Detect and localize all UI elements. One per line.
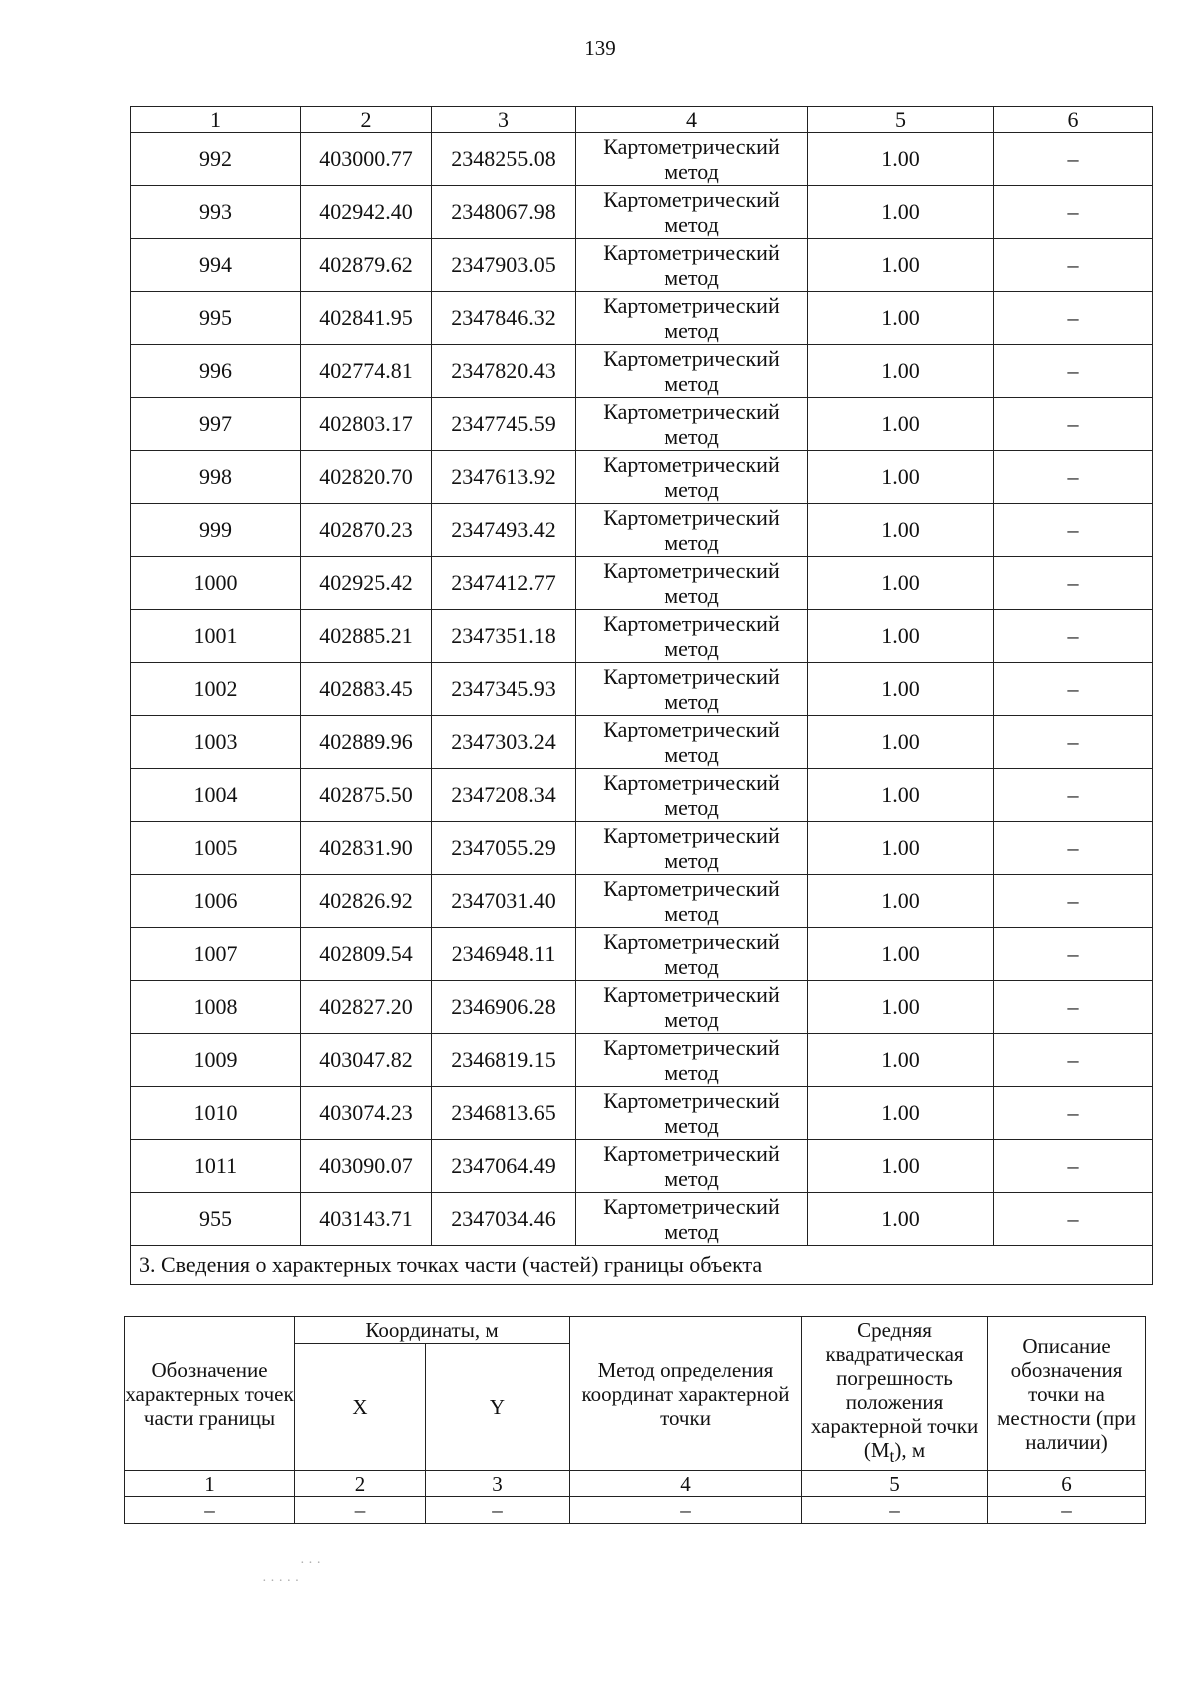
y-coordinate-cell: 2347208.34 <box>432 769 576 822</box>
error-cell: 1.00 <box>808 451 994 504</box>
error-header-subscript: t <box>889 1446 895 1467</box>
error-header <box>802 1317 988 1471</box>
x-coordinate-cell: 402841.95 <box>301 292 432 345</box>
error-cell: 1.00 <box>808 769 994 822</box>
method-cell: Картометрический метод <box>576 1193 808 1246</box>
y-coordinate-cell: 2347351.18 <box>432 610 576 663</box>
x-coordinate-cell: 402809.54 <box>301 928 432 981</box>
x-coordinate-cell: 403047.82 <box>301 1034 432 1087</box>
x-coordinate-cell: 402831.90 <box>301 822 432 875</box>
table-row <box>131 928 1153 981</box>
table-row <box>131 186 1153 239</box>
description-cell: – <box>994 133 1153 186</box>
table-row <box>131 875 1153 928</box>
x-coordinate-cell: 402875.50 <box>301 769 432 822</box>
method-cell: Картометрический метод <box>576 239 808 292</box>
error-cell: 1.00 <box>808 663 994 716</box>
x-coordinate-cell: 402826.92 <box>301 875 432 928</box>
x-coordinate-cell: 402925.42 <box>301 557 432 610</box>
description-cell: – <box>994 504 1153 557</box>
description-cell: – <box>994 398 1153 451</box>
column-number: 3 <box>432 107 576 133</box>
method-cell: Картометрический метод <box>576 822 808 875</box>
description-cell: – <box>994 981 1153 1034</box>
y-coordinate-cell: 2347903.05 <box>432 239 576 292</box>
method-cell: Картометрический метод <box>576 292 808 345</box>
page-number: 139 <box>584 36 616 60</box>
table-row <box>131 292 1153 345</box>
table-row <box>131 239 1153 292</box>
error-cell: 1.00 <box>808 610 994 663</box>
empty-cell: – <box>570 1497 802 1524</box>
coordinates-header: Координаты, м <box>295 1317 570 1344</box>
error-cell: 1.00 <box>808 716 994 769</box>
x-coordinate-cell: 403090.07 <box>301 1140 432 1193</box>
method-cell: Картометрический метод <box>576 133 808 186</box>
y-coordinate-cell: 2346906.28 <box>432 981 576 1034</box>
error-cell: 1.00 <box>808 875 994 928</box>
column-number: 4 <box>570 1471 802 1497</box>
x-coordinate-cell: 403074.23 <box>301 1087 432 1140</box>
x-coordinate-cell: 402879.62 <box>301 239 432 292</box>
y-coordinate-cell: 2347846.32 <box>432 292 576 345</box>
description-cell: – <box>994 239 1153 292</box>
point-number-cell: 995 <box>131 292 301 345</box>
x-coordinate-cell: 402889.96 <box>301 716 432 769</box>
empty-cell: – <box>988 1497 1146 1524</box>
column-number: 2 <box>301 107 432 133</box>
y-coordinate-cell: 2347412.77 <box>432 557 576 610</box>
method-cell: Картометрический метод <box>576 928 808 981</box>
column-number: 1 <box>125 1471 295 1497</box>
x-coordinate-cell: 402820.70 <box>301 451 432 504</box>
point-number-cell: 1004 <box>131 769 301 822</box>
point-number-cell: 1007 <box>131 928 301 981</box>
description-cell: – <box>994 663 1153 716</box>
point-number-cell: 1006 <box>131 875 301 928</box>
point-number-cell: 1005 <box>131 822 301 875</box>
y-coordinate-cell: 2347820.43 <box>432 345 576 398</box>
x-coordinate-cell: 402883.45 <box>301 663 432 716</box>
part-boundary-table <box>124 1316 1146 1524</box>
method-cell: Картометрический метод <box>576 610 808 663</box>
point-number-cell: 992 <box>131 133 301 186</box>
error-header-unit: ), м <box>894 1438 926 1463</box>
y-coordinate-cell: 2346948.11 <box>432 928 576 981</box>
point-number-cell: 1002 <box>131 663 301 716</box>
column-number: 6 <box>994 107 1153 133</box>
empty-data-row <box>125 1497 1146 1524</box>
error-cell: 1.00 <box>808 822 994 875</box>
x-coordinate-cell: 402885.21 <box>301 610 432 663</box>
method-cell: Картометрический метод <box>576 716 808 769</box>
column-number: 1 <box>131 107 301 133</box>
method-cell: Картометрический метод <box>576 1087 808 1140</box>
point-number-cell: 996 <box>131 345 301 398</box>
point-number-cell: 1000 <box>131 557 301 610</box>
description-cell: – <box>994 822 1153 875</box>
section-title-row <box>131 1246 1153 1285</box>
method-header: Метод определения координат характерной точки <box>570 1317 802 1471</box>
description-cell: – <box>994 557 1153 610</box>
y-coordinate-cell: 2346819.15 <box>432 1034 576 1087</box>
error-cell: 1.00 <box>808 345 994 398</box>
table-row <box>131 133 1153 186</box>
point-number-cell: 1003 <box>131 716 301 769</box>
point-number-cell: 999 <box>131 504 301 557</box>
error-cell: 1.00 <box>808 557 994 610</box>
point-number-cell: 998 <box>131 451 301 504</box>
y-coordinate-cell: 2347055.29 <box>432 822 576 875</box>
point-number-cell: 1001 <box>131 610 301 663</box>
table-row <box>131 663 1153 716</box>
section-title: 3. Сведения о характерных точках части (частей) границы объекта <box>131 1246 1153 1285</box>
table-row <box>131 1193 1153 1246</box>
point-number-cell: 1008 <box>131 981 301 1034</box>
table-row <box>131 716 1153 769</box>
method-cell: Картометрический метод <box>576 504 808 557</box>
method-cell: Картометрический метод <box>576 769 808 822</box>
table-row <box>131 1140 1153 1193</box>
method-cell: Картометрический метод <box>576 345 808 398</box>
method-cell: Картометрический метод <box>576 981 808 1034</box>
x-coordinate-cell: 402774.81 <box>301 345 432 398</box>
header-row-top <box>125 1317 1146 1344</box>
y-coordinate-cell: 2347031.40 <box>432 875 576 928</box>
y-coordinate-cell: 2347613.92 <box>432 451 576 504</box>
description-cell: – <box>994 928 1153 981</box>
y-coordinate-cell: 2347303.24 <box>432 716 576 769</box>
y-coordinate-cell: 2348067.98 <box>432 186 576 239</box>
column-number: 5 <box>802 1471 988 1497</box>
error-cell: 1.00 <box>808 239 994 292</box>
method-cell: Картометрический метод <box>576 186 808 239</box>
error-cell: 1.00 <box>808 133 994 186</box>
point-number-cell: 1009 <box>131 1034 301 1087</box>
error-cell: 1.00 <box>808 1034 994 1087</box>
description-cell: – <box>994 1140 1153 1193</box>
column-number-row <box>125 1471 1146 1497</box>
description-cell: – <box>994 186 1153 239</box>
description-header: Описание обозначения точки на местности (при наличии) <box>988 1317 1146 1471</box>
column-number: 3 <box>426 1471 570 1497</box>
error-cell: 1.00 <box>808 186 994 239</box>
scan-speck: · · · · · <box>262 1574 300 1589</box>
description-cell: – <box>994 1087 1153 1140</box>
empty-cell: – <box>125 1497 295 1524</box>
scan-speck: · · · <box>300 1556 321 1571</box>
table-row <box>131 1034 1153 1087</box>
method-cell: Картометрический метод <box>576 1034 808 1087</box>
table-row <box>131 981 1153 1034</box>
y-coordinate-cell: 2347493.42 <box>432 504 576 557</box>
x-coordinate-cell: 402870.23 <box>301 504 432 557</box>
method-cell: Картометрический метод <box>576 451 808 504</box>
point-number-cell: 997 <box>131 398 301 451</box>
error-header-text: Средняя квадратическая погрешность положения характерной точки (M <box>810 1318 979 1463</box>
point-number-cell: 993 <box>131 186 301 239</box>
empty-cell: – <box>802 1497 988 1524</box>
error-cell: 1.00 <box>808 1193 994 1246</box>
description-cell: – <box>994 716 1153 769</box>
description-cell: – <box>994 875 1153 928</box>
point-number-cell: 955 <box>131 1193 301 1246</box>
x-coordinate-cell: 402803.17 <box>301 398 432 451</box>
column-number: 2 <box>295 1471 426 1497</box>
point-number-cell: 994 <box>131 239 301 292</box>
description-cell: – <box>994 451 1153 504</box>
y-coordinate-cell: 2348255.08 <box>432 133 576 186</box>
y-coordinate-cell: 2347034.46 <box>432 1193 576 1246</box>
column-number: 5 <box>808 107 994 133</box>
y-header: Y <box>426 1344 570 1471</box>
method-cell: Картометрический метод <box>576 557 808 610</box>
table-row <box>131 610 1153 663</box>
y-coordinate-cell: 2347345.93 <box>432 663 576 716</box>
x-header: X <box>295 1344 426 1471</box>
empty-cell: – <box>295 1497 426 1524</box>
table-row <box>131 822 1153 875</box>
description-cell: – <box>994 292 1153 345</box>
x-coordinate-cell: 403000.77 <box>301 133 432 186</box>
column-number: 4 <box>576 107 808 133</box>
table-row <box>131 398 1153 451</box>
point-number-cell: 1010 <box>131 1087 301 1140</box>
table-row <box>131 1087 1153 1140</box>
table-row <box>131 504 1153 557</box>
error-cell: 1.00 <box>808 398 994 451</box>
error-cell: 1.00 <box>808 504 994 557</box>
description-cell: – <box>994 610 1153 663</box>
coordinates-table <box>130 106 1153 1285</box>
table-row <box>131 769 1153 822</box>
description-cell: – <box>994 1193 1153 1246</box>
point-number-cell: 1011 <box>131 1140 301 1193</box>
y-coordinate-cell: 2347064.49 <box>432 1140 576 1193</box>
error-cell: 1.00 <box>808 292 994 345</box>
table-row <box>131 451 1153 504</box>
point-designation-header: Обозначение характерных точек части границы <box>125 1317 295 1471</box>
description-cell: – <box>994 1034 1153 1087</box>
method-cell: Картометрический метод <box>576 1140 808 1193</box>
error-cell: 1.00 <box>808 1087 994 1140</box>
column-number: 6 <box>988 1471 1146 1497</box>
error-cell: 1.00 <box>808 1140 994 1193</box>
description-cell: – <box>994 769 1153 822</box>
column-number-row <box>131 107 1153 133</box>
y-coordinate-cell: 2346813.65 <box>432 1087 576 1140</box>
error-cell: 1.00 <box>808 981 994 1034</box>
table-row <box>131 345 1153 398</box>
y-coordinate-cell: 2347745.59 <box>432 398 576 451</box>
method-cell: Картометрический метод <box>576 398 808 451</box>
empty-cell: – <box>426 1497 570 1524</box>
error-cell: 1.00 <box>808 928 994 981</box>
x-coordinate-cell: 402942.40 <box>301 186 432 239</box>
method-cell: Картометрический метод <box>576 875 808 928</box>
method-cell: Картометрический метод <box>576 663 808 716</box>
description-cell: – <box>994 345 1153 398</box>
table-row <box>131 557 1153 610</box>
x-coordinate-cell: 403143.71 <box>301 1193 432 1246</box>
x-coordinate-cell: 402827.20 <box>301 981 432 1034</box>
